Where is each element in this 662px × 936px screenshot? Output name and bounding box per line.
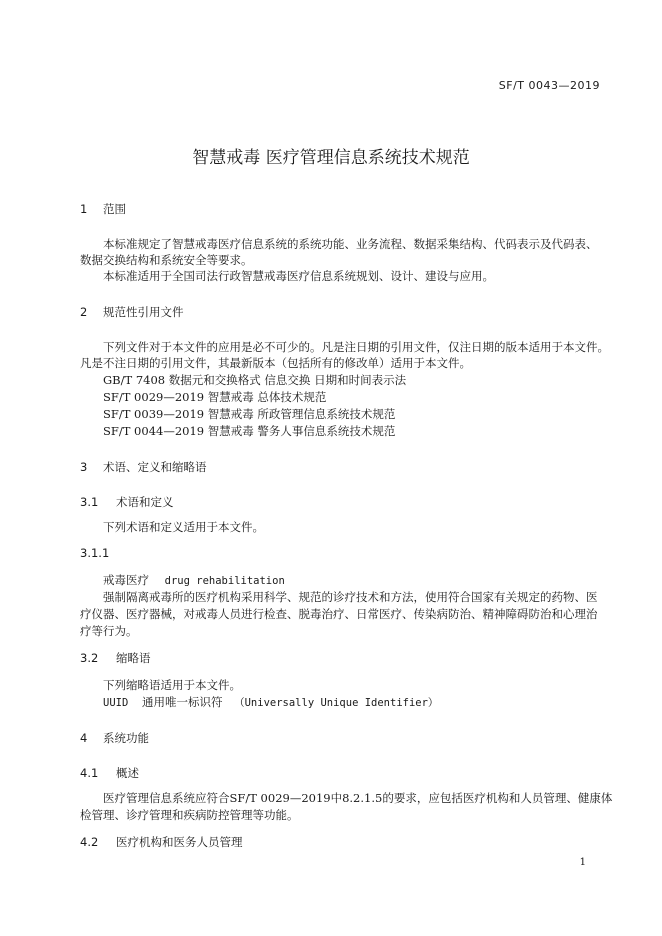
abbreviation-english: （Universally Unique Identifier）: [234, 697, 439, 709]
section-3-1-intro: 下列术语和定义适用于本文件。: [103, 520, 264, 534]
section-title: 系统功能: [102, 731, 149, 745]
section-3-heading: [80, 459, 206, 475]
section-title: 缩略语: [115, 651, 151, 665]
section-2-heading: [80, 304, 183, 320]
reference-item: SF/T 0029—2019 智慧戒毒 总体技术规范: [103, 390, 327, 404]
section-2-paragraph-line-1: 下列文件对于本文件的应用是必不可少的。凡是注日期的引用文件，仅注日期的版本适用于本文件。: [103, 340, 609, 354]
section-3-2-heading: [80, 650, 150, 666]
section-number: 3.2: [80, 651, 99, 665]
section-2-paragraph-line-2: 凡是不注日期的引用文件，其最新版本（包括所有的修改单）适用于本文件。: [80, 356, 471, 370]
section-title: 术语和定义: [115, 495, 174, 509]
term-definition-line-1: 强制隔离戒毒所的医疗机构采用科学、规范的诊疗技术和方法，使用符合国家有关规定的药物、医: [103, 590, 598, 604]
section-1-paragraph-1-line-2: 数据交换结构和系统安全等要求。: [80, 253, 253, 267]
section-number: 3.1: [80, 495, 99, 509]
abbreviation: UUID: [103, 697, 129, 709]
section-number: 1: [80, 202, 88, 216]
section-4-heading: [80, 730, 149, 746]
document-title: 智慧戒毒 医疗管理信息系统技术规范: [192, 148, 470, 168]
standard-code: SF/T 0043—2019: [498, 79, 600, 92]
section-4-1-paragraph-line-2: 检管理、诊疗管理和疾病防控管理等功能。: [80, 808, 299, 822]
section-3-1-heading: [80, 494, 173, 510]
section-title: 医疗机构和医务人员管理: [115, 835, 243, 849]
term-english: drug rehabilitation: [164, 575, 285, 587]
section-number: 2: [80, 305, 88, 319]
section-number: 4.2: [80, 835, 99, 849]
section-1-paragraph-2: 本标准适用于全国司法行政智慧戒毒医疗信息系统规划、设计、建设与应用。: [103, 269, 494, 283]
section-number: 3: [80, 460, 88, 474]
reference-item: GB/T 7408 数据元和交换格式 信息交换 日期和时间表示法: [103, 373, 407, 387]
section-title: 范围: [102, 202, 126, 216]
reference-item: SF/T 0039—2019 智慧戒毒 所政管理信息系统技术规范: [103, 407, 396, 421]
reference-item: SF/T 0044—2019 智慧戒毒 警务人事信息系统技术规范: [103, 424, 396, 438]
section-number: 4: [80, 731, 88, 745]
term-chinese: 戒毒医疗: [103, 573, 149, 587]
section-1-paragraph-1-line-1: 本标准规定了智慧戒毒医疗信息系统的系统功能、业务流程、数据采集结构、代码表示及代码表、: [103, 237, 598, 251]
page-number: 1: [579, 857, 586, 868]
section-4-2-heading: [80, 834, 242, 850]
abbreviation-entry: [103, 694, 438, 711]
section-4-1-heading: [80, 765, 139, 781]
term-entry: [103, 572, 285, 589]
section-4-1-paragraph-line-1: 医疗管理信息系统应符合SF/T 0029—2019中8.2.1.5的要求，应包括医疗机构和人员管理、健康体: [103, 791, 613, 805]
section-3-1-1-number: 3.1.1: [80, 546, 110, 560]
section-title: 规范性引用文件: [102, 305, 184, 319]
section-title: 术语、定义和缩略语: [102, 460, 207, 474]
section-1-heading: [80, 201, 126, 217]
term-definition-line-3: 疗等行为。: [80, 624, 138, 638]
section-3-2-intro: 下列缩略语适用于本文件。: [103, 678, 241, 692]
section-number: 4.1: [80, 766, 99, 780]
term-definition-line-2: 疗仪器、医疗器械，对戒毒人员进行检查、脱毒治疗、日常医疗、传染病防治、精神障碍防治和心理治: [80, 607, 598, 621]
section-title: 概述: [115, 766, 139, 780]
abbreviation-chinese: 通用唯一标识符: [141, 695, 223, 709]
